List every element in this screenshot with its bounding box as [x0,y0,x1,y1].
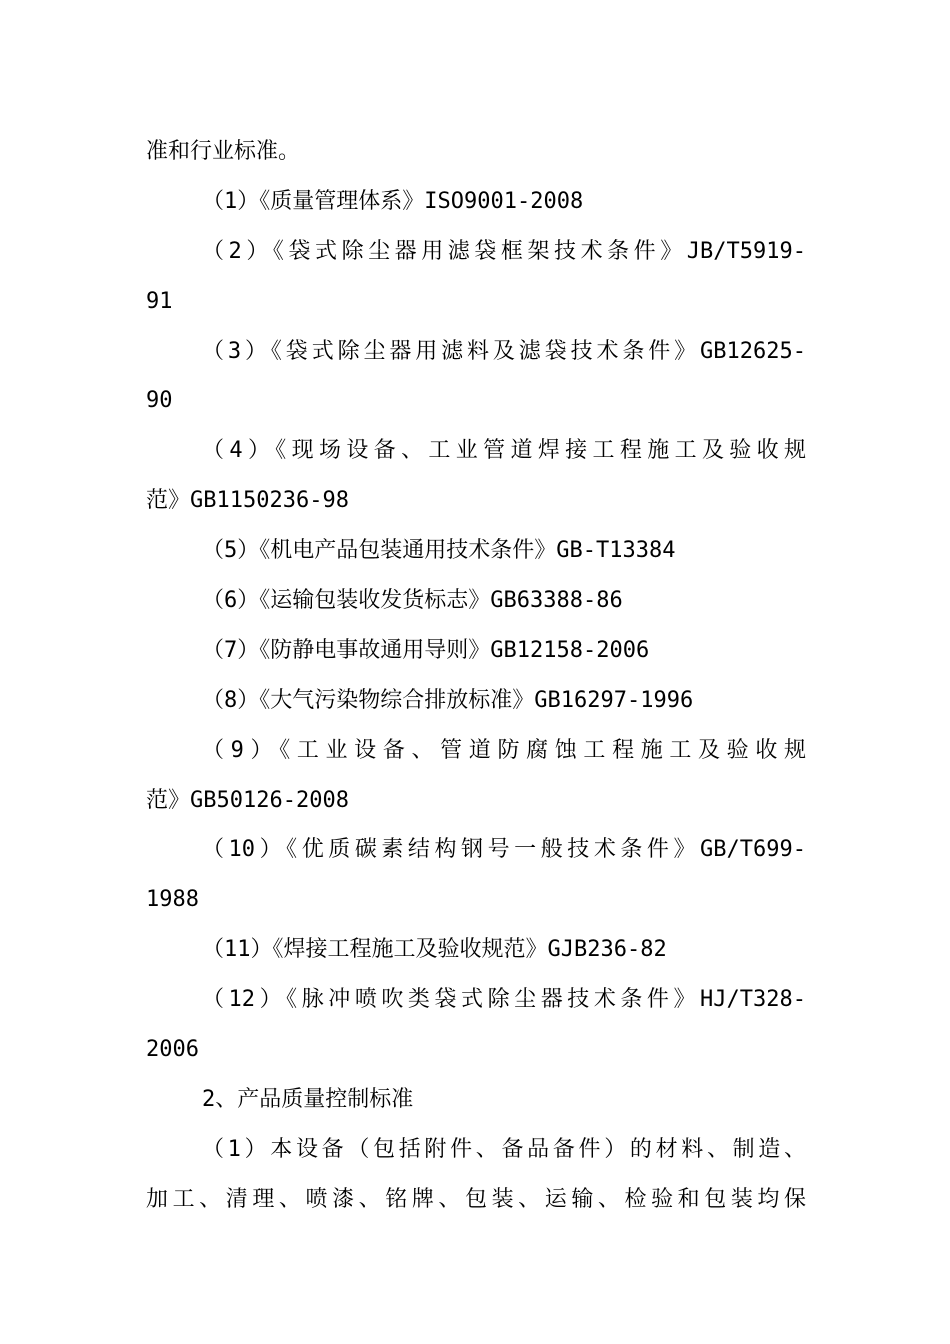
text-line: 2、产品质量控制标准 [202,1086,414,1112]
text-line: （3）《袋式除尘器用滤料及滤袋技术条件》GB12625- [202,338,806,364]
text-line: 加工、清理、喷漆、铭牌、包装、运输、检验和包装均保 [146,1186,806,1212]
text-line: （7）《防静电事故通用导则》GB12158-2006 [202,637,650,663]
text-line: （5）《机电产品包装通用技术条件》GB-T13384 [202,538,676,564]
text-line: 范》GB1150236-98 [146,488,349,514]
text-line: （4）《现场设备、工业管道焊接工程施工及验收规 [202,438,806,464]
text-line: 准和行业标准。 [146,139,301,164]
text-line: （1）《质量管理体系》ISO9001-2008 [202,188,584,214]
text-line: （8）《大气污染物综合排放标准》GB16297-1996 [202,687,694,713]
text-line: （6）《运输包装收发货标志》GB63388-86 [202,588,623,614]
text-line: 90 [146,388,173,414]
text-line: 1988 [146,887,199,913]
text-line: （2）《袋式除尘器用滤袋框架技术条件》JB/T5919- [202,238,806,264]
text-line: （9）《工业设备、管道防腐蚀工程施工及验收规 [202,737,806,763]
text-line: 2006 [146,1037,199,1063]
text-line: 91 [146,288,173,314]
text-line: 范》GB50126-2008 [146,787,349,813]
text-line: （12）《脉冲喷吹类袋式除尘器技术条件》HJ/T328- [202,987,806,1013]
text-line: （10）《优质碳素结构钢号一般技术条件》GB/T699- [202,837,806,863]
text-line: （1）本设备（包括附件、备品备件）的材料、制造、 [202,1136,806,1162]
body-text [146,127,806,1225]
text-line: （11）《焊接工程施工及验收规范》GJB236-82 [202,937,667,963]
